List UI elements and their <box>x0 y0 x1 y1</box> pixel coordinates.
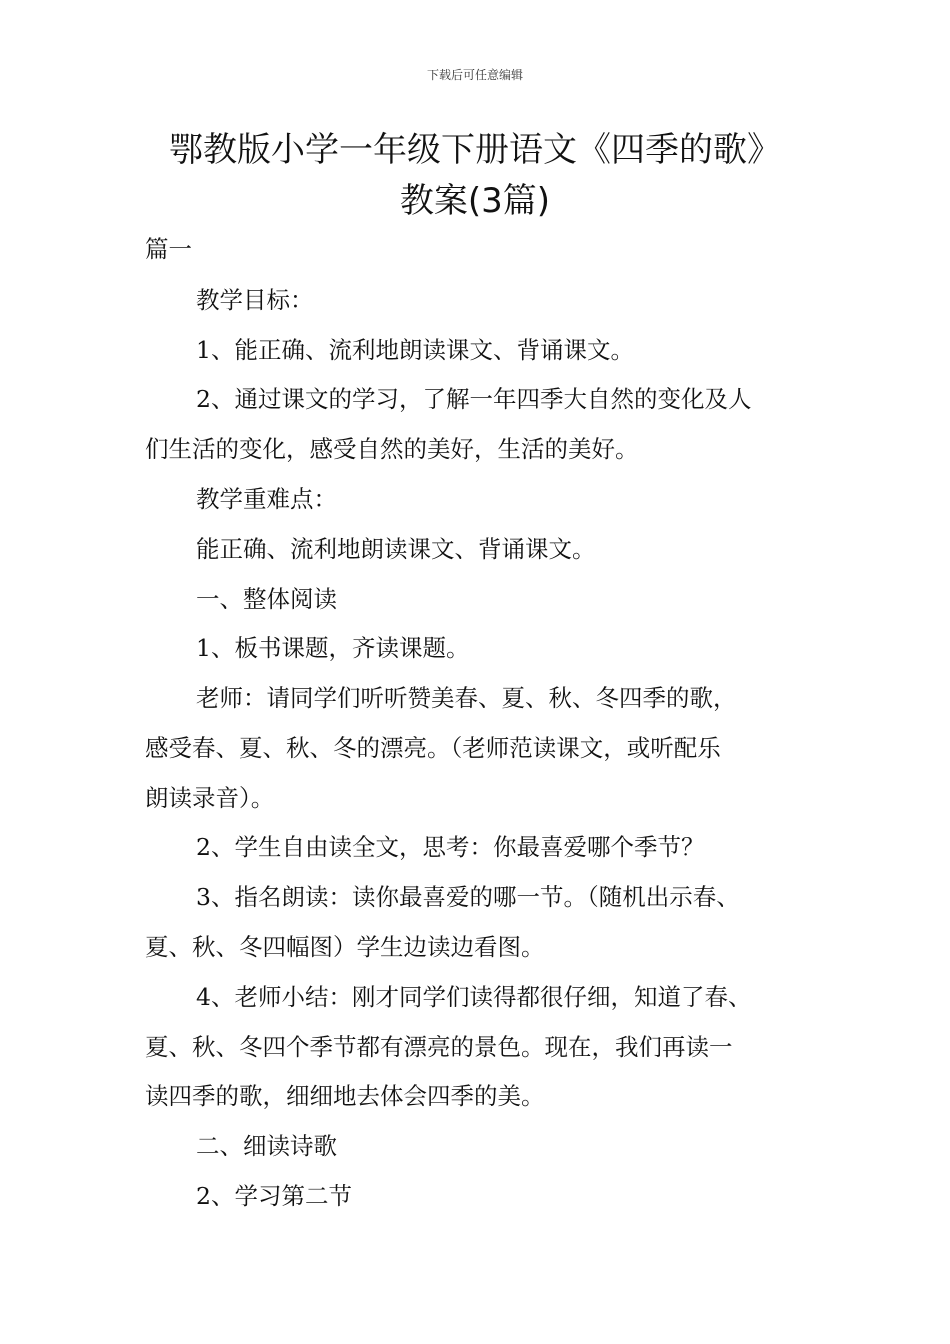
part-1-step-4-line-3: 读四季的歌，细细地去体会四季的美。 <box>145 1082 545 1110</box>
header-note: 下载后可任意编辑 <box>426 68 523 82</box>
goal-item-2-line-2: 们生活的变化，感受自然的美好，生活的美好。 <box>145 435 639 463</box>
part-1-step-3-line-2: 夏、秋、冬四幅图）学生边读边看图。 <box>145 933 545 961</box>
goals-heading: 教学目标： <box>196 286 314 314</box>
section-label: 篇一 <box>145 235 192 263</box>
part-2-heading: 二、细读诗歌 <box>196 1132 337 1160</box>
part-1-step-4-line-1: 4、老师小结：刚才同学们读得都很仔细，知道了春、 <box>196 983 752 1011</box>
teacher-intro-line-3: 朗读录音）。 <box>145 784 275 812</box>
goal-item-1: 1、能正确、流利地朗读课文、背诵课文。 <box>196 336 634 364</box>
key-points-heading: 教学重难点： <box>196 485 337 513</box>
teacher-intro-line-1: 老师：请同学们听听赞美春、夏、秋、冬四季的歌， <box>196 684 737 712</box>
part-1-step-3-line-1: 3、指名朗读：读你最喜爱的哪一节。（随机出示春、 <box>196 883 740 911</box>
part-1-heading: 一、整体阅读 <box>196 585 337 613</box>
part-1-step-4-line-2: 夏、秋、冬四个季节都有漂亮的景色。现在，我们再读一 <box>145 1033 733 1061</box>
part-2-step-2: 2、学习第二节 <box>196 1182 352 1210</box>
key-points-text: 能正确、流利地朗读课文、背诵课文。 <box>196 535 596 563</box>
part-1-step-2: 2、学生自由读全文，思考：你最喜爱哪个季节？ <box>196 833 705 861</box>
goal-item-2-line-1: 2、通过课文的学习，了解一年四季大自然的变化及人 <box>196 385 752 413</box>
document-title-line-1: 鄂教版小学一年级下册语文《四季的歌》 <box>169 130 781 170</box>
part-1-step-1: 1、板书课题，齐读课题。 <box>196 634 470 662</box>
teacher-intro-line-2: 感受春、夏、秋、冬的漂亮。（老师范读课文，或听配乐 <box>145 734 721 762</box>
document-title-line-2: 教案(3篇) <box>399 181 551 221</box>
